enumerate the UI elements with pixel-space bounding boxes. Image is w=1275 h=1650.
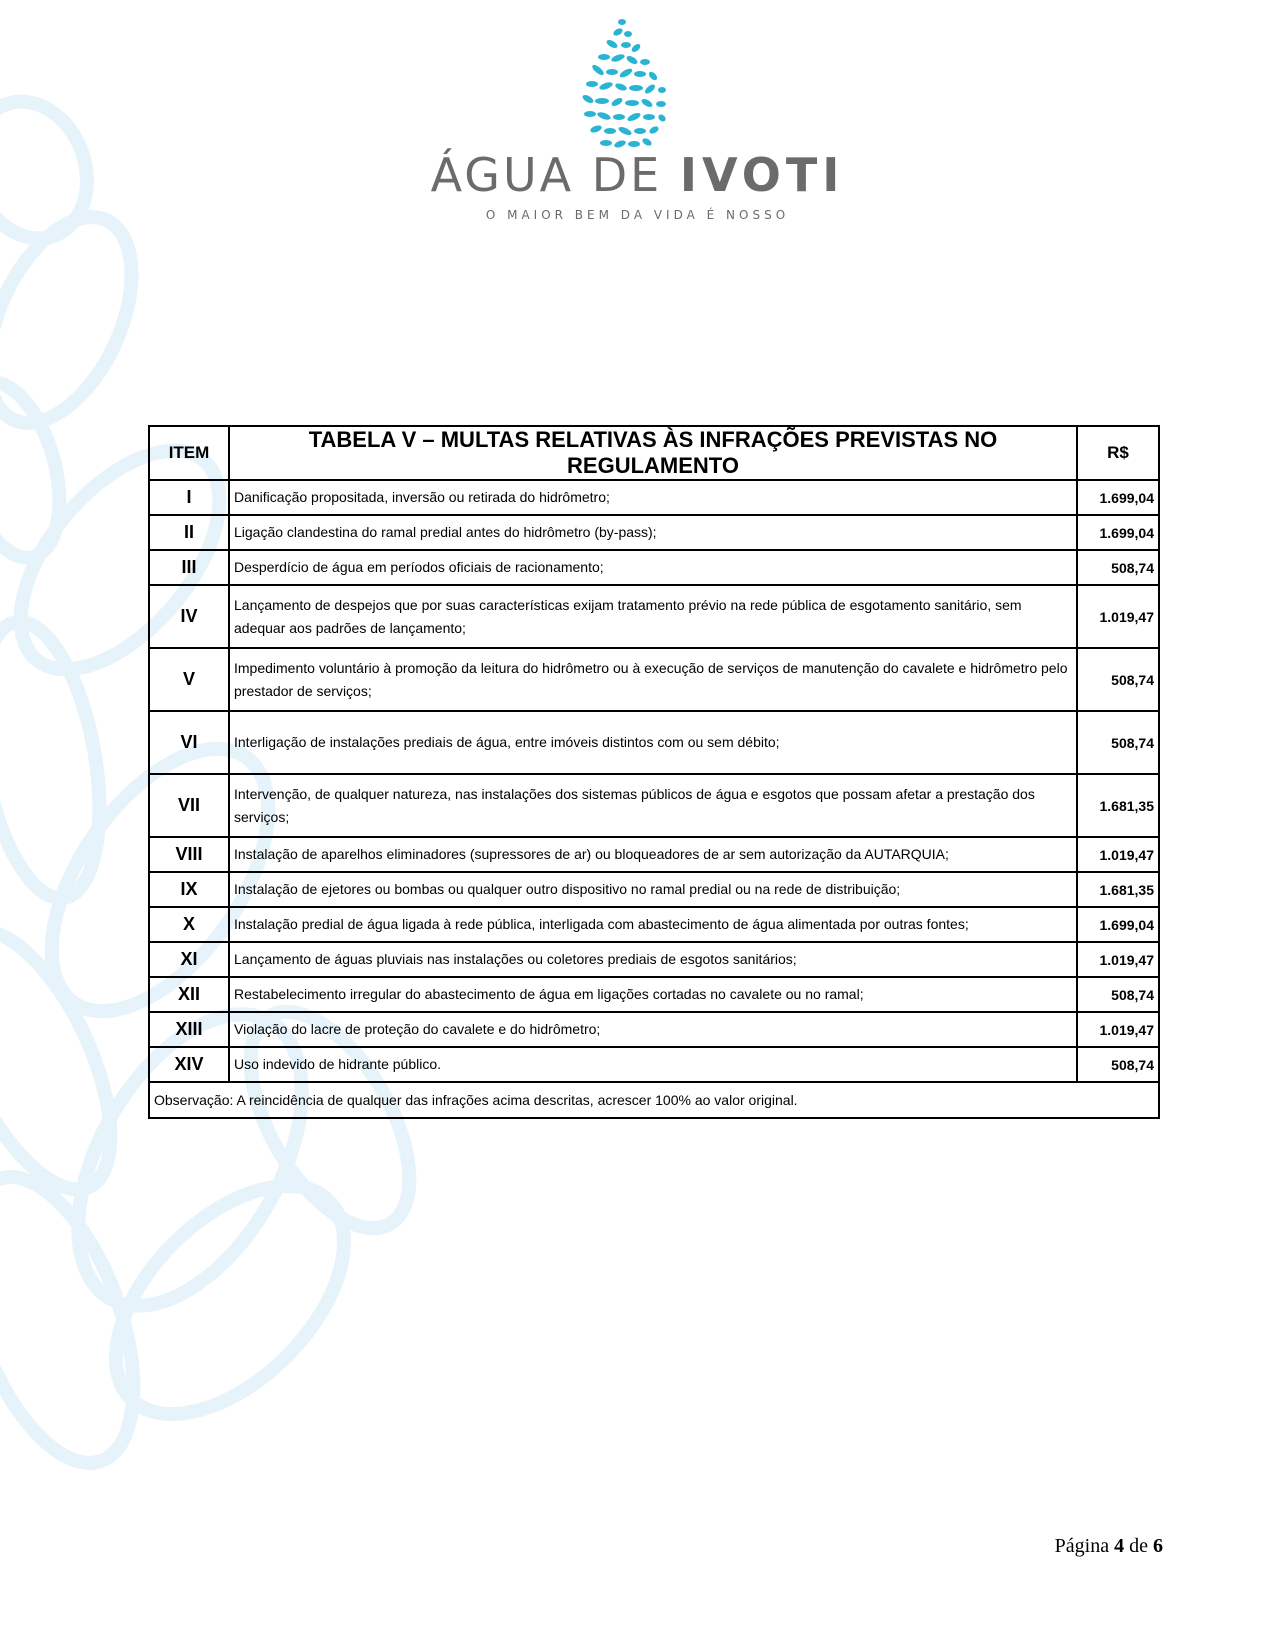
column-header-value: R$ — [1077, 426, 1159, 480]
item-number: V — [149, 648, 229, 711]
item-number: XI — [149, 942, 229, 977]
item-value: 1.699,04 — [1077, 907, 1159, 942]
item-description: Interligação de instalações prediais de água, entre imóveis distintos com ou sem débito; — [229, 711, 1077, 774]
item-value: 508,74 — [1077, 550, 1159, 585]
table-row — [149, 550, 1159, 585]
table-row — [149, 942, 1159, 977]
item-value: 508,74 — [1077, 977, 1159, 1012]
table-row — [149, 585, 1159, 648]
column-header-item: ITEM — [149, 426, 229, 480]
item-number: X — [149, 907, 229, 942]
item-number: II — [149, 515, 229, 550]
item-value: 1.019,47 — [1077, 837, 1159, 872]
item-value: 1.699,04 — [1077, 480, 1159, 515]
table-row — [149, 907, 1159, 942]
fines-table — [148, 425, 1160, 1119]
table-row — [149, 1012, 1159, 1047]
item-value: 1.019,47 — [1077, 585, 1159, 648]
item-description: Instalação de aparelhos eliminadores (supressores de ar) ou bloqueadores de ar sem autorização da AUTARQUIA; — [229, 837, 1077, 872]
table-row — [149, 711, 1159, 774]
item-value: 1.019,47 — [1077, 1012, 1159, 1047]
item-value: 508,74 — [1077, 711, 1159, 774]
brand-name-regular: ÁGUA DE — [430, 148, 663, 202]
page-current: 4 — [1114, 1535, 1125, 1557]
observation-row — [149, 1082, 1159, 1118]
item-value: 1.019,47 — [1077, 942, 1159, 977]
item-number: XIII — [149, 1012, 229, 1047]
water-drop-logo-icon — [0, 10, 1275, 230]
page-label: Página — [1054, 1535, 1110, 1557]
table-row — [149, 480, 1159, 515]
item-number: I — [149, 480, 229, 515]
observation-note: Observação: A reincidência de qualquer das infrações acima descritas, acrescer 100% ao valor original. — [149, 1082, 1159, 1118]
table-row — [149, 977, 1159, 1012]
page-total: 6 — [1153, 1535, 1163, 1557]
item-number: VI — [149, 711, 229, 774]
table-row — [149, 774, 1159, 837]
page-of-label: de — [1129, 1535, 1148, 1557]
item-description: Uso indevido de hidrante público. — [229, 1047, 1077, 1082]
item-number: III — [149, 550, 229, 585]
item-description: Danificação propositada, inversão ou retirada do hidrômetro; — [229, 480, 1077, 515]
table-title: TABELA V – MULTAS RELATIVAS ÀS INFRAÇÕES PREVISTAS NO REGULAMENTO — [229, 426, 1077, 480]
table-row — [149, 837, 1159, 872]
item-description: Intervenção, de qualquer natureza, nas instalações dos sistemas públicos de água e esgotos que possam afetar a prestação dos serviços; — [229, 774, 1077, 837]
item-number: IV — [149, 585, 229, 648]
item-description: Instalação de ejetores ou bombas ou qualquer outro dispositivo no ramal predial ou na rede de distribuição; — [229, 872, 1077, 907]
item-description: Impedimento voluntário à promoção da leitura do hidrômetro ou à execução de serviços de manutenção do cavalete e hidrômetro pelo prestador de serviços; — [229, 648, 1077, 711]
item-description: Lançamento de despejos que por suas características exijam tratamento prévio na rede pública de esgotamento sanitário, sem adequar aos padrões de lançamento; — [229, 585, 1077, 648]
item-number: XIV — [149, 1047, 229, 1082]
item-number: VIII — [149, 837, 229, 872]
item-description: Instalação predial de água ligada à rede pública, interligada com abastecimento de água alimentada por outras fontes; — [229, 907, 1077, 942]
item-value: 1.699,04 — [1077, 515, 1159, 550]
item-number: IX — [149, 872, 229, 907]
brand-tagline: O MAIOR BEM DA VIDA É NOSSO — [485, 208, 790, 222]
table-header-row — [149, 426, 1159, 480]
item-number: XII — [149, 977, 229, 1012]
item-description: Lançamento de águas pluviais nas instalações ou coletores prediais de esgotos sanitários; — [229, 942, 1077, 977]
table-row — [149, 872, 1159, 907]
item-value: 508,74 — [1077, 1047, 1159, 1082]
item-description: Desperdício de água em períodos oficiais de racionamento; — [229, 550, 1077, 585]
item-description: Restabelecimento irregular do abastecimento de água em ligações cortadas no cavalete ou no ramal; — [229, 977, 1077, 1012]
item-description: Ligação clandestina do ramal predial antes do hidrômetro (by-pass); — [229, 515, 1077, 550]
table-row — [149, 648, 1159, 711]
table-row — [149, 1047, 1159, 1082]
table-row — [149, 515, 1159, 550]
item-value: 1.681,35 — [1077, 774, 1159, 837]
page-number — [1055, 1535, 1163, 1558]
item-description: Violação do lacre de proteção do cavalete e do hidrômetro; — [229, 1012, 1077, 1047]
item-value: 508,74 — [1077, 648, 1159, 711]
brand-name-bold: IVOTI — [679, 148, 845, 202]
item-number: VII — [149, 774, 229, 837]
item-value: 1.681,35 — [1077, 872, 1159, 907]
